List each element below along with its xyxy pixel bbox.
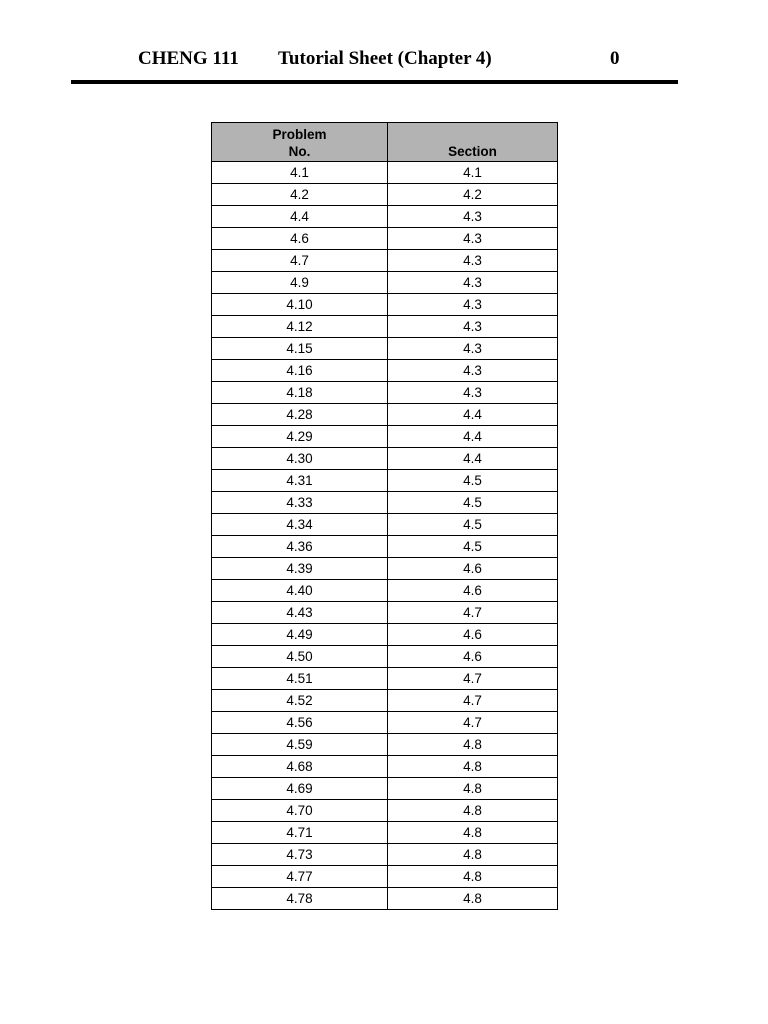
problem-number-cell: 4.43 xyxy=(212,602,388,624)
section-cell: 4.5 xyxy=(388,470,558,492)
problem-number-cell: 4.7 xyxy=(212,250,388,272)
problem-number-cell: 4.9 xyxy=(212,272,388,294)
problem-number-cell: 4.1 xyxy=(212,162,388,184)
section-cell: 4.5 xyxy=(388,514,558,536)
table-row xyxy=(212,602,558,624)
table-row xyxy=(212,470,558,492)
section-cell: 4.3 xyxy=(388,338,558,360)
table-row xyxy=(212,646,558,668)
section-cell: 4.8 xyxy=(388,800,558,822)
problem-number-cell: 4.12 xyxy=(212,316,388,338)
table-row xyxy=(212,888,558,910)
table-row xyxy=(212,712,558,734)
table-header-row xyxy=(212,123,558,162)
section-cell: 4.8 xyxy=(388,756,558,778)
problem-number-cell: 4.52 xyxy=(212,690,388,712)
problem-no-column-header xyxy=(212,123,388,162)
header-rule xyxy=(71,80,678,84)
problem-number-cell: 4.77 xyxy=(212,866,388,888)
section-cell: 4.3 xyxy=(388,294,558,316)
table-row xyxy=(212,734,558,756)
table-row xyxy=(212,382,558,404)
problem-number-cell: 4.39 xyxy=(212,558,388,580)
table-row xyxy=(212,756,558,778)
problem-number-cell: 4.30 xyxy=(212,448,388,470)
section-cell: 4.2 xyxy=(388,184,558,206)
problem-number-cell: 4.71 xyxy=(212,822,388,844)
problem-number-cell: 4.33 xyxy=(212,492,388,514)
table-row xyxy=(212,558,558,580)
section-cell: 4.3 xyxy=(388,272,558,294)
section-cell: 4.8 xyxy=(388,778,558,800)
section-cell: 4.7 xyxy=(388,668,558,690)
problem-number-cell: 4.34 xyxy=(212,514,388,536)
problem-number-cell: 4.6 xyxy=(212,228,388,250)
section-cell: 4.7 xyxy=(388,602,558,624)
table-row xyxy=(212,668,558,690)
section-cell: 4.5 xyxy=(388,492,558,514)
problem-number-cell: 4.49 xyxy=(212,624,388,646)
sheet-title: Tutorial Sheet (Chapter 4) xyxy=(278,48,492,69)
table-row xyxy=(212,206,558,228)
problem-number-cell: 4.68 xyxy=(212,756,388,778)
section-cell: 4.5 xyxy=(388,536,558,558)
section-cell: 4.3 xyxy=(388,382,558,404)
problem-number-cell: 4.15 xyxy=(212,338,388,360)
problem-number-cell: 4.29 xyxy=(212,426,388,448)
page-header xyxy=(0,46,768,76)
section-cell: 4.6 xyxy=(388,624,558,646)
table-row xyxy=(212,822,558,844)
section-cell: 4.4 xyxy=(388,426,558,448)
table-row xyxy=(212,162,558,184)
problem-header-line1: Problem xyxy=(272,127,327,142)
problem-number-cell: 4.56 xyxy=(212,712,388,734)
section-cell: 4.4 xyxy=(388,404,558,426)
section-cell: 4.1 xyxy=(388,162,558,184)
table-row xyxy=(212,338,558,360)
section-cell: 4.8 xyxy=(388,866,558,888)
problem-number-cell: 4.73 xyxy=(212,844,388,866)
problem-number-cell: 4.59 xyxy=(212,734,388,756)
section-cell: 4.8 xyxy=(388,734,558,756)
problem-number-cell: 4.2 xyxy=(212,184,388,206)
section-cell: 4.8 xyxy=(388,822,558,844)
section-cell: 4.8 xyxy=(388,844,558,866)
problem-number-cell: 4.28 xyxy=(212,404,388,426)
table-row xyxy=(212,536,558,558)
problem-number-cell: 4.16 xyxy=(212,360,388,382)
section-cell: 4.7 xyxy=(388,690,558,712)
table-row xyxy=(212,800,558,822)
section-cell: 4.3 xyxy=(388,206,558,228)
section-cell: 4.6 xyxy=(388,558,558,580)
table-row xyxy=(212,778,558,800)
table-row xyxy=(212,866,558,888)
problem-number-cell: 4.78 xyxy=(212,888,388,910)
table-row xyxy=(212,580,558,602)
problem-number-cell: 4.18 xyxy=(212,382,388,404)
section-cell: 4.6 xyxy=(388,646,558,668)
table-row xyxy=(212,250,558,272)
course-code: CHENG 111 xyxy=(138,48,239,69)
problem-number-cell: 4.69 xyxy=(212,778,388,800)
problem-number-cell: 4.31 xyxy=(212,470,388,492)
section-cell: 4.6 xyxy=(388,580,558,602)
page-number: 0 xyxy=(610,48,620,69)
problem-number-cell: 4.50 xyxy=(212,646,388,668)
table-row xyxy=(212,228,558,250)
problem-number-cell: 4.36 xyxy=(212,536,388,558)
table-row xyxy=(212,690,558,712)
problem-number-cell: 4.51 xyxy=(212,668,388,690)
table-row xyxy=(212,272,558,294)
table-row xyxy=(212,294,558,316)
problem-number-cell: 4.10 xyxy=(212,294,388,316)
problem-section-table xyxy=(211,122,558,910)
problem-header-line2: No. xyxy=(288,144,311,159)
table-row xyxy=(212,426,558,448)
section-cell: 4.3 xyxy=(388,360,558,382)
table-row xyxy=(212,844,558,866)
table-row xyxy=(212,360,558,382)
section-cell: 4.3 xyxy=(388,250,558,272)
table-row xyxy=(212,624,558,646)
table-row xyxy=(212,492,558,514)
section-cell: 4.3 xyxy=(388,316,558,338)
section-cell: 4.4 xyxy=(388,448,558,470)
table-row xyxy=(212,184,558,206)
table-row xyxy=(212,404,558,426)
section-column-header: Section xyxy=(388,123,558,162)
problem-number-cell: 4.40 xyxy=(212,580,388,602)
table-row xyxy=(212,316,558,338)
section-cell: 4.3 xyxy=(388,228,558,250)
table-row xyxy=(212,448,558,470)
table-row xyxy=(212,514,558,536)
table-body xyxy=(212,162,558,910)
section-cell: 4.7 xyxy=(388,712,558,734)
section-cell: 4.8 xyxy=(388,888,558,910)
problem-number-cell: 4.4 xyxy=(212,206,388,228)
problem-number-cell: 4.70 xyxy=(212,800,388,822)
